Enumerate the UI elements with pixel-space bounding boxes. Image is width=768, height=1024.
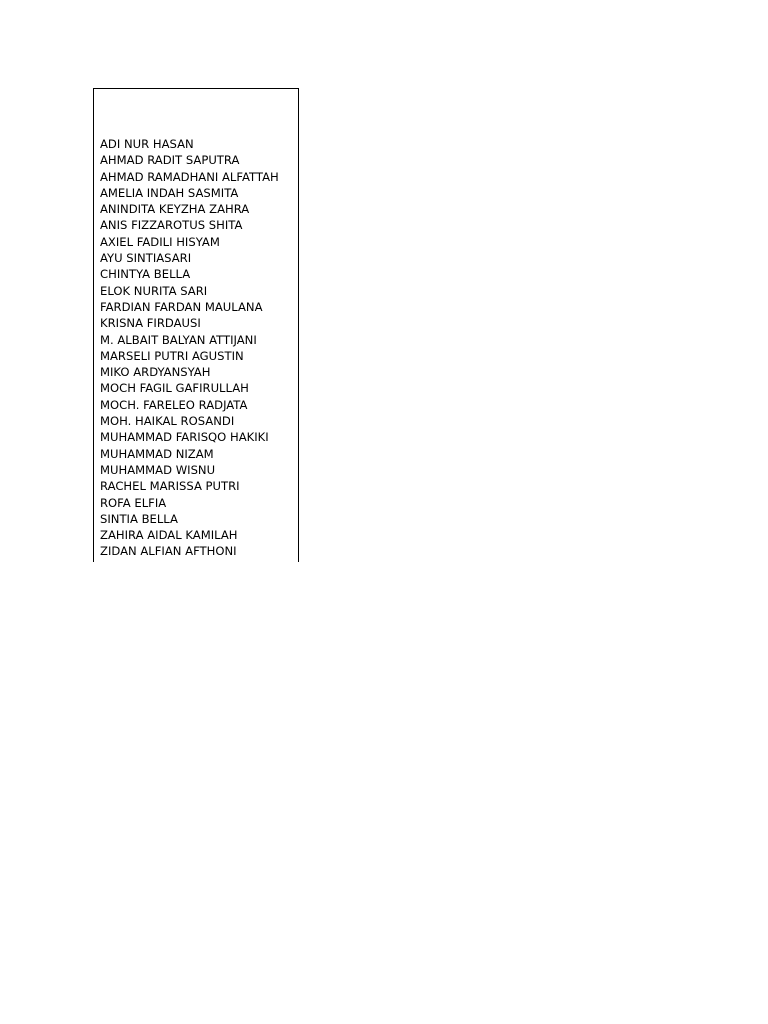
name-list-item: ZIDAN ALFIAN AFTHONI [100, 544, 237, 559]
name-list-item: MUHAMMAD NIZAM [100, 446, 214, 461]
name-list-item: MIKO ARDYANSYAH [100, 365, 211, 380]
name-list [100, 136, 298, 560]
name-list-item: ROFA ELFIA [100, 495, 167, 510]
name-list-item: AHMAD RADIT SAPUTRA [100, 153, 240, 168]
name-list-item: ELOK NURITA SARI [100, 283, 208, 298]
name-list-item: AHMAD RAMADHANI ALFATTAH [100, 169, 279, 184]
name-list-item: MOH. HAIKAL ROSANDI [100, 414, 235, 429]
name-list-item: AYU SINTIASARI [100, 251, 192, 266]
name-list-item: MUHAMMAD WISNU [100, 462, 216, 477]
name-list-item: RACHEL MARISSA PUTRI [100, 479, 240, 494]
name-list-item: KRISNA FIRDAUSI [100, 316, 201, 331]
name-list-item: M. ALBAIT BALYAN ATTIJANI [100, 332, 257, 347]
name-list-item: MOCH FAGIL GAFIRULLAH [100, 381, 249, 396]
name-list-item: AMELIA INDAH SASMITA [100, 185, 239, 200]
name-column-box [93, 88, 299, 562]
name-list-item: MOCH. FARELEO RADJATA [100, 397, 248, 412]
name-list-item: ADI NUR HASAN [100, 137, 194, 151]
name-list-item: AXIEL FADILI HISYAM [100, 234, 220, 249]
name-list-item: ZAHIRA AIDAL KAMILAH [100, 528, 238, 543]
name-list-item: ANINDITA KEYZHA ZAHRA [100, 202, 250, 217]
name-list-item: MUHAMMAD FARISQO HAKIKI [100, 430, 269, 445]
name-list-item: MARSELI PUTRI AGUSTIN [100, 348, 244, 363]
name-list-item: FARDIAN FARDAN MAULANA [100, 299, 263, 314]
name-list-item: ANIS FIZZAROTUS SHITA [100, 218, 243, 233]
name-list-item: CHINTYA BELLA [100, 267, 191, 282]
name-list-item: SINTIA BELLA [100, 511, 178, 526]
